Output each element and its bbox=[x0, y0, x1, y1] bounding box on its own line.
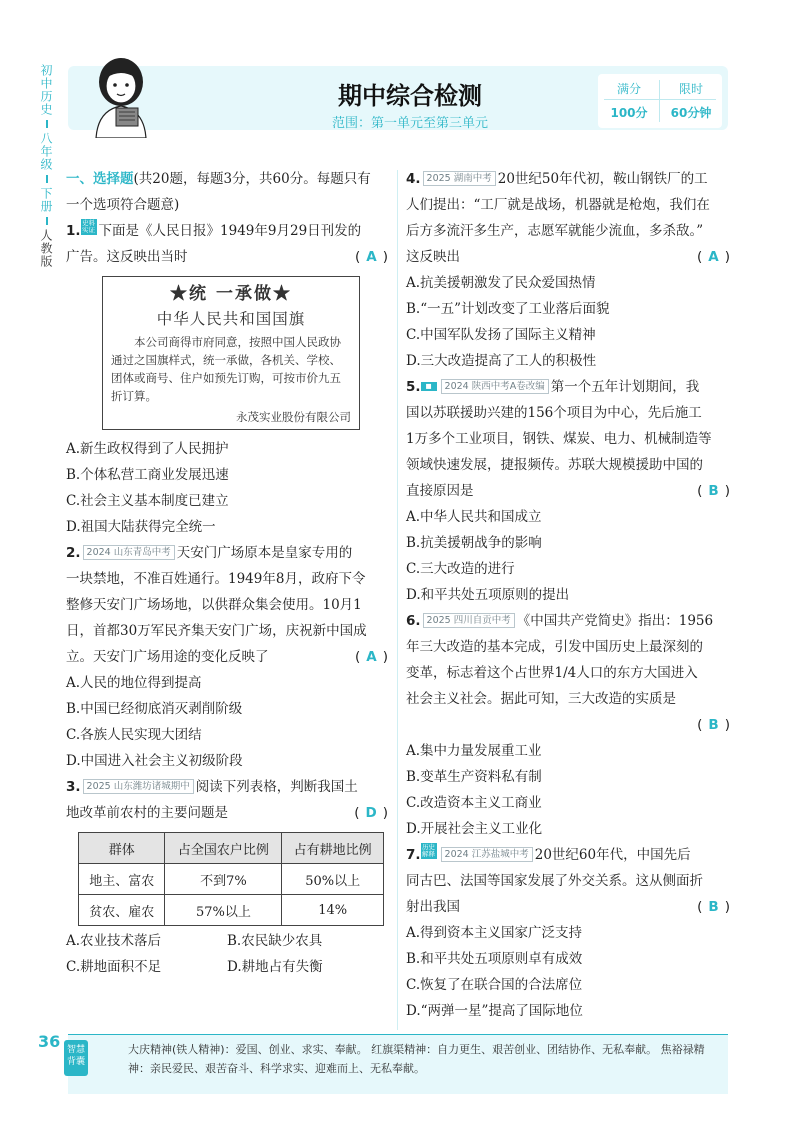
question-stem-line: 整修天安门广场场地，以供群众集会使用。10月1 bbox=[66, 597, 362, 613]
question-number: 7. bbox=[406, 847, 421, 863]
stem-text: 《中国共产党简史》指出：1956 bbox=[516, 613, 714, 629]
option-b: B.个体私营工商业发展迅速 bbox=[66, 467, 229, 483]
option-c: C.社会主义基本制度已建立 bbox=[66, 493, 229, 509]
answer-slot: ( D ) bbox=[354, 805, 388, 821]
question-stem-line bbox=[66, 774, 388, 800]
option-a: A.得到资本主义国家广泛支持 bbox=[406, 925, 583, 941]
time-limit-label: 限时 bbox=[678, 82, 703, 96]
question-number: 2. bbox=[66, 545, 81, 561]
question-stem-line bbox=[66, 800, 388, 826]
side-grade: 八年级 bbox=[39, 132, 53, 171]
footer-knowledge-text: 大庆精神(铁人精神)：爱国、创业、求实、奉献。 红旗渠精神：自力更生、艰苦创业、团结协作、无私奉献。 焦裕禄精神：亲民爱民、艰苦奋斗、科学求实、迎难而上、无私奉献。 bbox=[128, 1043, 705, 1075]
source-tag: 2025 四川自贡中考 bbox=[423, 613, 515, 628]
stem-text: 下面是《人民日报》1949年9月29日刊发的 bbox=[98, 223, 362, 239]
source-tag: 2024 江苏盐城中考 bbox=[441, 847, 533, 862]
option-d: D.中国进入社会主义初级阶段 bbox=[66, 753, 243, 769]
option-d: D.祖国大陆获得完全统一 bbox=[66, 519, 216, 535]
score-time-box bbox=[598, 74, 722, 128]
question-stem-line bbox=[66, 540, 388, 566]
option-c: C.各族人民实现大团结 bbox=[66, 727, 202, 743]
option-c: C.中国军队发扬了国际主义精神 bbox=[406, 327, 596, 343]
answer-letter: B bbox=[708, 483, 719, 499]
table-cell: 50%以上 bbox=[282, 864, 384, 895]
stem-text: 地改革前农村的主要问题是 bbox=[66, 805, 228, 821]
option-c: C.耕地面积不足 bbox=[66, 959, 162, 975]
answer-slot: ( B ) bbox=[697, 717, 730, 733]
source-tag: 2025 山东潍坊诸城期中 bbox=[83, 779, 194, 794]
question-stem-line: 变革，标志着这个占世界1/4人口的东方大国进入 bbox=[406, 665, 698, 681]
option-d: D.三大改造提高了工人的积极性 bbox=[406, 353, 597, 369]
question-stem-line bbox=[406, 244, 730, 270]
stem-text: 20世纪50年代初，鞍山钢铁厂的工 bbox=[497, 171, 708, 187]
option-a: A.集中力量发展重工业 bbox=[406, 743, 542, 759]
side-edition: 人教版 bbox=[39, 229, 53, 268]
option-a: A.中华人民共和国成立 bbox=[406, 509, 542, 525]
question-stem-line: 年三大改造的基本完成，引发中国历史上最深刻的 bbox=[406, 639, 703, 655]
source-tag: 2024 山东青岛中考 bbox=[83, 545, 175, 560]
stem-text: 直接原因是 bbox=[406, 483, 474, 499]
question-stem-line bbox=[406, 478, 730, 504]
student-avatar-icon bbox=[86, 52, 156, 138]
option-c: C.改造资本主义工商业 bbox=[406, 795, 542, 811]
option-d: D.开展社会主义工业化 bbox=[406, 821, 543, 837]
side-separator bbox=[46, 120, 48, 128]
newspaper-ad bbox=[102, 276, 360, 430]
option-d: D.耕地占有失衡 bbox=[227, 959, 323, 975]
ad-title: ★统 一承做★ bbox=[170, 284, 292, 304]
source-tag: 2024 陕西中考A卷改编 bbox=[441, 379, 549, 394]
answer-slot: ( A ) bbox=[354, 249, 388, 265]
literacy-badge: ■ bbox=[421, 382, 437, 391]
side-separator bbox=[46, 217, 48, 225]
question-number: 1. bbox=[66, 223, 81, 239]
option-a: A.新生政权得到了人民拥护 bbox=[66, 441, 229, 457]
question-stem-line: 领域快速发展，捷报频传。苏联大规模援助中国的 bbox=[406, 457, 703, 473]
column-divider bbox=[397, 170, 398, 1030]
answer-slot: ( B ) bbox=[697, 483, 730, 499]
option-b: B.和平共处五项原则卓有成效 bbox=[406, 951, 583, 967]
section-title: 一、选择题 bbox=[66, 171, 134, 187]
section-header bbox=[66, 166, 388, 192]
left-column bbox=[66, 166, 388, 980]
answer-slot: ( A ) bbox=[354, 649, 388, 665]
question-1 bbox=[66, 218, 388, 540]
section-desc: (共20题，每题3分，共60分。每题只有 bbox=[133, 171, 371, 187]
question-stem-line: 国以苏联援助兴建的156个项目为中心，先后施工 bbox=[406, 405, 702, 421]
question-stem-line bbox=[66, 244, 388, 270]
table-header-cell: 占有耕地比例 bbox=[282, 833, 384, 864]
option-b: B.“一五”计划改变了工业落后面貌 bbox=[406, 301, 610, 317]
option-row bbox=[66, 954, 388, 980]
source-tag: 2025 湖南中考 bbox=[423, 171, 496, 186]
option-b: B.农民缺少农具 bbox=[227, 933, 323, 949]
table-header-row bbox=[79, 833, 384, 864]
box-divider bbox=[659, 80, 660, 122]
question-stem-line bbox=[406, 374, 730, 400]
answer-letter: A bbox=[708, 249, 719, 265]
answer-letter: D bbox=[365, 805, 377, 821]
option-a: A.农业技术落后 bbox=[66, 933, 162, 949]
literacy-badge: 历史解释 bbox=[422, 843, 436, 858]
question-stem-line: 人们提出：“工厂就是战场，机器就是枪炮，我们在 bbox=[406, 197, 710, 213]
question-stem-line bbox=[406, 894, 730, 920]
box-divider bbox=[604, 99, 716, 100]
ad-body: 本公司商得市府同意，按照中国人民政协通过之国旗样式，统一承做，各机关、学校、团体或商号、住户如预先订购，可按市价九五折订算。 bbox=[111, 335, 341, 403]
question-number: 5. bbox=[406, 379, 421, 395]
question-5 bbox=[406, 374, 730, 608]
table-header-cell: 群体 bbox=[79, 833, 165, 864]
question-2 bbox=[66, 540, 388, 774]
ad-subtitle: 中华人民共和国国旗 bbox=[156, 310, 306, 328]
question-stem-line bbox=[66, 218, 388, 244]
option-a: A.抗美援朝激发了民众爱国热情 bbox=[406, 275, 596, 291]
table-cell: 不到7% bbox=[165, 864, 282, 895]
option-b: B.变革生产资料私有制 bbox=[406, 769, 542, 785]
question-stem-line bbox=[406, 608, 730, 634]
exam-scope: 范围：第一单元至第三单元 bbox=[331, 116, 488, 131]
stem-text: 阅读下列表格，判断我国土 bbox=[195, 779, 358, 795]
answer-letter: B bbox=[708, 899, 719, 915]
option-d: D.和平共处五项原则的提出 bbox=[406, 587, 570, 603]
question-stem-line: 1万多个工业项目，钢铁、煤炭、电力、机械制造等 bbox=[406, 431, 712, 447]
question-number: 4. bbox=[406, 171, 421, 187]
stem-text: 这反映出 bbox=[406, 249, 460, 265]
option-row bbox=[66, 928, 388, 954]
answer-letter: B bbox=[708, 717, 719, 733]
stem-text: 广告。这反映出当时 bbox=[66, 249, 188, 265]
table-row bbox=[79, 895, 384, 926]
side-volume: 下册 bbox=[39, 187, 53, 213]
section-desc-2: 一个选项符合题意) bbox=[66, 197, 180, 213]
option-b: B.抗美援朝战争的影响 bbox=[406, 535, 542, 551]
table-cell: 地主、富农 bbox=[79, 864, 165, 895]
stem-text: 20世纪60年代，中国先后 bbox=[534, 847, 691, 863]
option-c: C.三大改造的进行 bbox=[406, 561, 515, 577]
question-number: 3. bbox=[66, 779, 81, 795]
question-7 bbox=[406, 842, 730, 1024]
table-header-cell: 占全国农户比例 bbox=[165, 833, 282, 864]
page-title: 期中综合检测 bbox=[338, 82, 482, 110]
question-number: 6. bbox=[406, 613, 421, 629]
table-cell: 贫农、雇农 bbox=[79, 895, 165, 926]
wisdom-bag-icon: 智慧背囊 bbox=[64, 1040, 88, 1076]
table-row bbox=[79, 864, 384, 895]
answer-slot: ( A ) bbox=[696, 249, 730, 265]
question-stem-line: 同古巴、法国等国家发展了外交关系。这从侧面折 bbox=[406, 873, 703, 889]
stem-text: 射出我国 bbox=[406, 899, 460, 915]
footer-divider bbox=[68, 1034, 728, 1035]
option-a: A.人民的地位得到提高 bbox=[66, 675, 202, 691]
option-b: B.中国已经彻底消灭剥削阶级 bbox=[66, 701, 243, 717]
question-stem-line: 后方多流汗多生产，志愿军就能少流血，多杀敌。” bbox=[406, 223, 704, 239]
right-column bbox=[406, 166, 730, 1024]
side-separator bbox=[46, 175, 48, 183]
page-number: 36 bbox=[38, 1032, 61, 1051]
side-subject: 初中历史 bbox=[39, 64, 53, 116]
question-stem-line bbox=[406, 712, 730, 738]
full-score-label: 满分 bbox=[616, 82, 641, 96]
question-3 bbox=[66, 774, 388, 980]
stem-text: 第一个五年计划期间，我 bbox=[550, 379, 700, 395]
question-6 bbox=[406, 608, 730, 842]
question-stem-line bbox=[406, 166, 730, 192]
option-d: D.“两弹一星”提高了国际地位 bbox=[406, 1003, 583, 1019]
time-limit-value: 60分钟 bbox=[670, 106, 712, 120]
question-stem-line bbox=[406, 842, 730, 868]
answer-letter: A bbox=[366, 649, 377, 665]
stem-text: 天安门广场原本是皇家专用的 bbox=[176, 545, 353, 561]
answer-slot: ( B ) bbox=[697, 899, 730, 915]
question-4 bbox=[406, 166, 730, 374]
question-stem-line: 日，首都30万军民齐集天安门广场，庆祝新中国成 bbox=[66, 623, 367, 639]
ad-signature: 永茂实业股份有限公司 bbox=[236, 410, 351, 424]
table-cell: 57%以上 bbox=[165, 895, 282, 926]
side-strip bbox=[38, 64, 58, 324]
option-c: C.恢复了在联合国的合法席位 bbox=[406, 977, 583, 993]
question-stem-line bbox=[66, 644, 388, 670]
question-stem-line: 社会主义社会。据此可知，三大改造的实质是 bbox=[406, 691, 676, 707]
land-table bbox=[78, 832, 384, 926]
answer-letter: A bbox=[366, 249, 377, 265]
stem-text: 立。天安门广场用途的变化反映了 bbox=[66, 649, 269, 665]
literacy-badge: 史料实证 bbox=[82, 219, 96, 234]
full-score-value: 100分 bbox=[610, 106, 648, 120]
table-cell: 14% bbox=[282, 895, 384, 926]
question-stem-line: 一块禁地，不准百姓通行。1949年8月，政府下令 bbox=[66, 571, 366, 587]
